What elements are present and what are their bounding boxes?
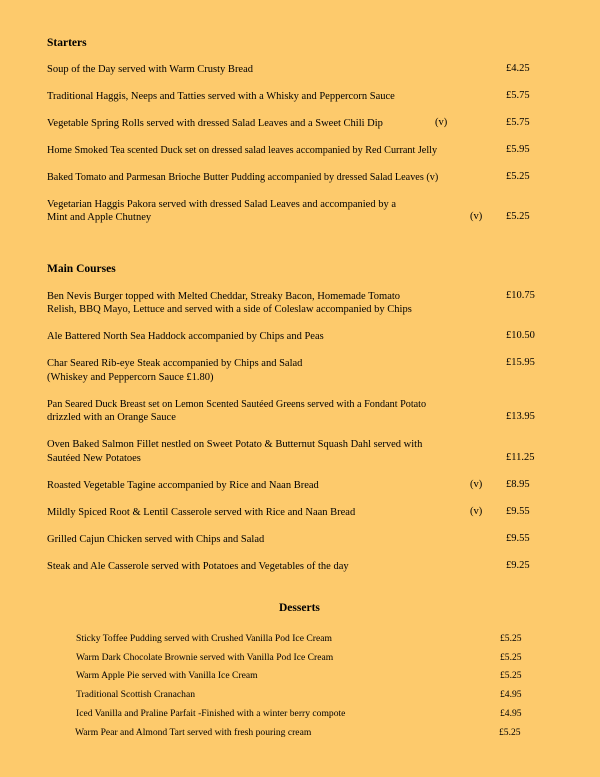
starter-item-name: Traditional Haggis, Neeps and Tatties served with a Whisky and Peppercorn Sauce xyxy=(47,91,395,102)
main-item-price: £9.55 xyxy=(506,506,530,517)
main-item-name-line2: Sautéed New Potatoes xyxy=(47,453,141,464)
dessert-item-name: Iced Vanilla and Praline Parfait -Finished with a winter berry compote xyxy=(76,708,346,719)
starter-item-name: Vegetable Spring Rolls served with dressed Salad Leaves and a Sweet Chili Dip xyxy=(47,118,383,129)
starter-item-price: £5.95 xyxy=(506,144,530,155)
dessert-item-name: Traditional Scottish Cranachan xyxy=(76,689,196,700)
main-item-name: Oven Baked Salmon Fillet nestled on Sweet Potato & Butternut Squash Dahl served with xyxy=(47,439,423,450)
starter-item-price: £5.25 xyxy=(506,171,530,182)
dessert-item-price: £5.25 xyxy=(500,670,522,681)
main-item-name-line2: Relish, BBQ Mayo, Lettuce and served with a side of Coleslaw accompanied by Chips xyxy=(47,304,412,315)
main-item-name: Roasted Vegetable Tagine accompanied by Rice and Naan Bread xyxy=(47,480,319,491)
starter-item-name: Soup of the Day served with Warm Crusty Bread xyxy=(47,64,254,75)
dessert-item-name: Warm Dark Chocolate Brownie served with Vanilla Pod Ice Cream xyxy=(76,652,334,663)
main-item-name: Grilled Cajun Chicken served with Chips and Salad xyxy=(47,534,265,545)
main-item-name: Mildly Spiced Root & Lentil Casserole served with Rice and Naan Bread xyxy=(47,507,356,518)
starters-heading: Starters xyxy=(47,37,87,49)
dessert-item-price: £5.25 xyxy=(500,652,522,663)
starter-item-price: £5.25 xyxy=(506,211,530,222)
starter-item-price: £4.25 xyxy=(506,63,530,74)
main-item-name: Pan Seared Duck Breast set on Lemon Scented Sautéed Greens served with a Fondant Potato xyxy=(47,399,427,410)
main-item-price: £8.95 xyxy=(506,479,530,490)
main-courses-heading: Main Courses xyxy=(47,263,116,275)
vegetarian-marker: (v) xyxy=(470,506,483,517)
dessert-item-price: £5.25 xyxy=(500,633,522,644)
desserts-heading: Desserts xyxy=(279,602,320,614)
dessert-item-price: £5.25 xyxy=(499,727,521,738)
main-item-name: Steak and Ale Casserole served with Potatoes and Vegetables of the day xyxy=(47,561,349,572)
dessert-item-price: £4.95 xyxy=(500,708,522,719)
main-item-name-line2: (Whiskey and Peppercorn Sauce £1.80) xyxy=(47,372,214,383)
dessert-item-name: Sticky Toffee Pudding served with Crushed Vanilla Pod Ice Cream xyxy=(76,633,332,644)
main-item-price: £13.95 xyxy=(506,411,535,422)
main-item-name: Ale Battered North Sea Haddock accompanied by Chips and Peas xyxy=(47,331,324,342)
vegetarian-marker: (v) xyxy=(435,117,448,128)
main-item-price: £10.50 xyxy=(506,330,535,341)
dessert-item-name: Warm Pear and Almond Tart served with fresh pouring cream xyxy=(75,727,312,738)
starter-item-name: Vegetarian Haggis Pakora served with dressed Salad Leaves and accompanied by a xyxy=(47,199,396,210)
vegetarian-marker: (v) xyxy=(470,211,483,222)
starter-item-price: £5.75 xyxy=(506,90,530,101)
dessert-item-name: Warm Apple Pie served with Vanilla Ice Cream xyxy=(76,670,258,681)
main-item-price: £10.75 xyxy=(506,290,535,301)
starter-item-name-line2: Mint and Apple Chutney xyxy=(47,212,152,223)
starter-item-price: £5.75 xyxy=(506,117,530,128)
dessert-item-price: £4.95 xyxy=(500,689,522,700)
main-item-price: £15.95 xyxy=(506,357,535,368)
starter-item-name: Baked Tomato and Parmesan Brioche Butter Pudding accompanied by dressed Salad Leaves (v) xyxy=(47,172,439,183)
starter-item-name: Home Smoked Tea scented Duck set on dressed salad leaves accompanied by Red Currant Jelly xyxy=(47,145,438,156)
vegetarian-marker: (v) xyxy=(470,479,483,490)
main-item-name: Char Seared Rib-eye Steak accompanied by Chips and Salad xyxy=(47,358,303,369)
main-item-price: £9.55 xyxy=(506,533,530,544)
main-item-name: Ben Nevis Burger topped with Melted Cheddar, Streaky Bacon, Homemade Tomato xyxy=(47,291,401,302)
main-item-name-line2: drizzled with an Orange Sauce xyxy=(47,412,176,423)
main-item-price: £9.25 xyxy=(506,560,530,571)
main-item-price: £11.25 xyxy=(506,452,535,463)
